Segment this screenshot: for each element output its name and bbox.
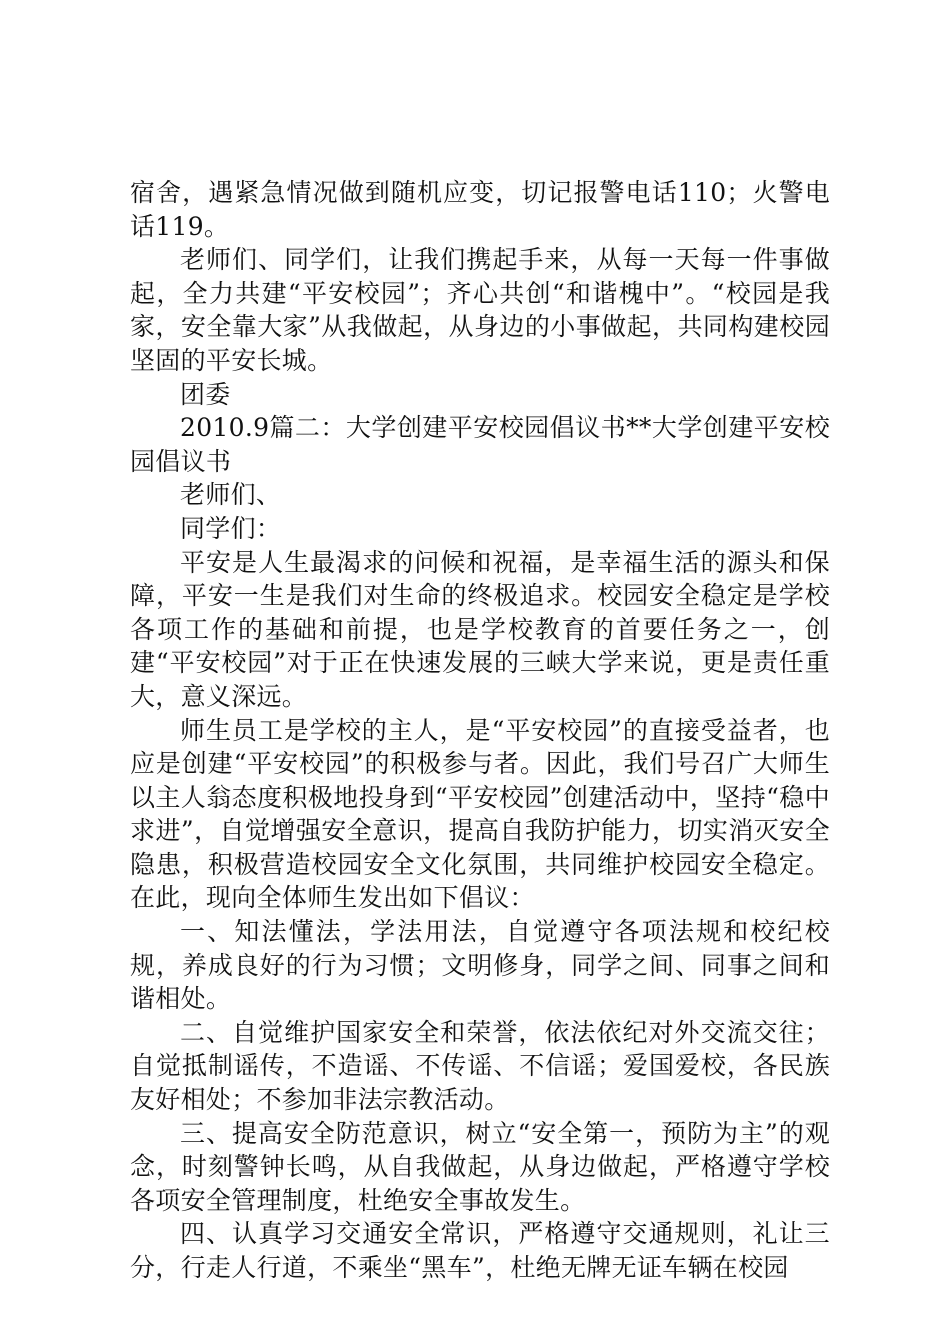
paragraph-1: 宿舍，遇紧急情况做到随机应变，切记报警电话110；火警电话119。 [130,178,830,241]
paragraph-6: 同学们： [180,513,282,543]
paragraph-4: 2010.9篇二：大学创建平安校园倡议书**大学创建平安校园倡议书 [130,413,830,476]
paragraph-9: 一、知法懂法，学法用法，自觉遵守各项法规和校纪校规，养成良好的行为习惯；文明修身，同学之间、同事之间和谐相处。 [130,917,830,1014]
paragraph-11: 三、提高安全防范意识，树立“安全第一，预防为主”的观念，时刻警钟长鸣，从自我做起，从身边做起，严格遵守学校各项安全管理制度，杜绝安全事故发生。 [130,1118,830,1215]
paragraph-10: 二、自觉维护国家安全和荣誉，依法依纪对外交流交往；自觉抵制谣传，不造谣、不传谣、不信谣；爱国爱校，各民族友好相处；不参加非法宗教活动。 [130,1017,830,1115]
document-page [130,176,830,1285]
paragraph-3: 团委 [180,379,231,409]
paragraph-7: 平安是人生最渴求的问候和祝福，是幸福生活的源头和保障，平安一生是我们对生命的终极追求。校园安全稳定是学校各项工作的基础和前提，也是学校教育的首要任务之一，创建“平安校园”对于正在快速发展的三峡大学来说，更是责任重大，意义深远。 [130,547,830,711]
paragraph-2: 老师们、同学们，让我们携起手来，从每一天每一件事做起，全力共建“平安校园”；齐心共创“和谐槐中”。“校园是我家，安全靠大家”从我做起，从身边的小事做起，共同构建校园坚固的平安长城。 [130,245,830,375]
paragraph-12: 四、认真学习交通安全常识，严格遵守交通规则，礼让三分，行走人行道，不乘坐“黑车”，杜绝无牌无证车辆在校园 [130,1219,830,1282]
paragraph-5: 老师们、 [180,480,282,510]
paragraph-8: 师生员工是学校的主人，是“平安校园”的直接受益者，也应是创建“平安校园”的积极参与者。因此，我们号召广大师生以主人翁态度积极地投身到“平安校园”创建活动中，坚持“稳中求进”，自觉增强安全意识，提高自我防护能力，切实消灭安全隐患，积极营造校园安全文化氛围，共同维护校园安全稳定。在此，现向全体师生发出如下倡议： [130,715,830,913]
